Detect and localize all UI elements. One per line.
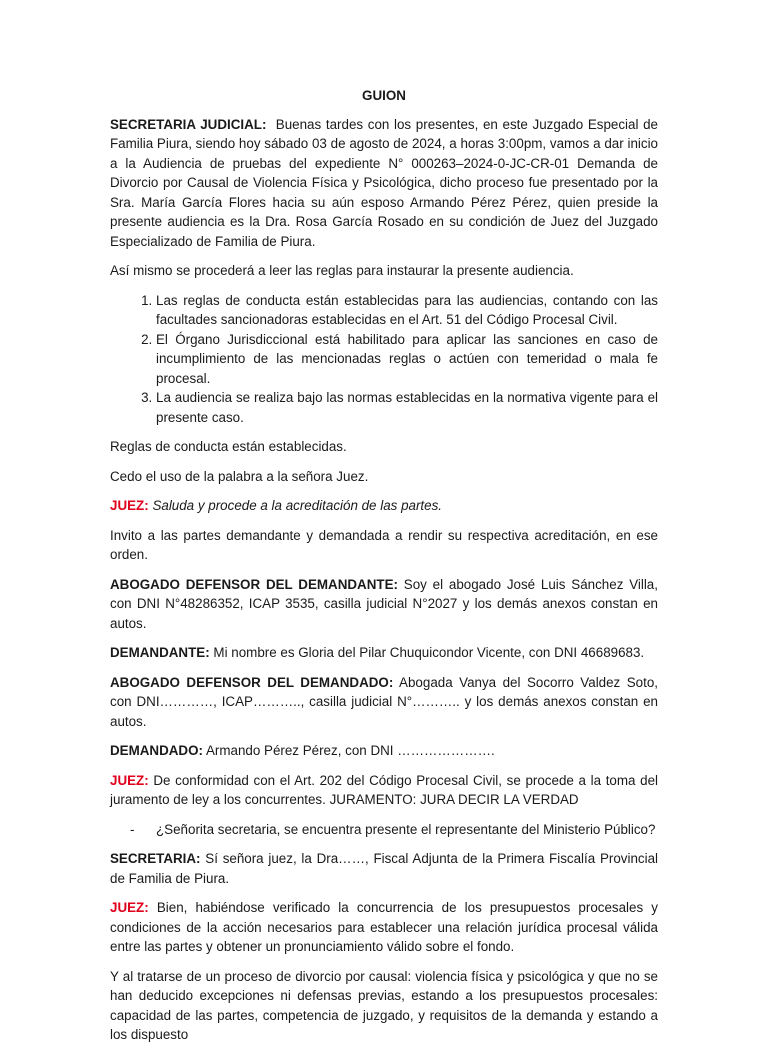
- paragraph-text: Buenas tardes con los presentes, en este Juzgado Especial de Familia Piura, siendo hoy sábado 03 de agosto de 2024, a horas 3:00pm, vamos a dar inicio a la Audiencia de pruebas del expediente N° 000263–2024-0-JC-CR-01 Demanda de Divorcio por Causal de Violencia Física y Psicológica, dicho proceso fue presentado por la Sra. María García Flores hacia su aún esposo Armando Pérez Pérez, quien preside la presente audiencia es la Dra. Rosa García Rosado en su condición de Juez del Juzgado Especializado de Familia de Piura.: [110, 116, 658, 249]
- paragraph-text: De conformidad con el Art. 202 del Código Procesal Civil, se procede a la toma del juramento de ley a los concurrentes. JURAMENTO: JURA DECIR LA VERDAD: [110, 772, 658, 807]
- paragraph-text: Abogada Vanya del Socorro Valdez Soto, con DNI…………, ICAP……….., casilla judicial N°……….. y los demás anexos constan en autos.: [110, 674, 659, 729]
- rules-list: [110, 291, 658, 428]
- stage-direction: Saluda y procede a la acreditación de las partes.: [152, 498, 443, 513]
- paragraph-juez-saluda: [110, 496, 658, 516]
- dash-item-text: ¿Señorita secretaria, se encuentra presente el representante del Ministerio Público?: [156, 821, 656, 837]
- speaker-label: JUEZ:: [110, 900, 149, 915]
- dash-bullet: -: [130, 821, 135, 837]
- paragraph-text: Soy el abogado José Luis Sánchez Villa, con DNI N°48286352, ICAP 3535, casilla judicial N°2027 y los demás anexos constan en autos.: [110, 576, 658, 631]
- paragraph-abogado-demandado: [110, 673, 658, 732]
- paragraph-text: Bien, habiéndose verificado la concurrencia de los presupuestos procesales y condiciones de la acción necesarios para establecer una relación jurídica procesal válida entre las partes y obtener un pronunciamiento válido sobre el fondo.: [110, 900, 658, 954]
- paragraph-juez-juramento: [110, 771, 658, 810]
- paragraph-demandante: [110, 643, 658, 663]
- paragraph-cede-palabra: Cedo el uso de la palabra a la señora Juez.: [110, 468, 369, 484]
- document-title: GUION: [362, 88, 406, 103]
- paragraph-juez-presupuestos: [110, 898, 658, 957]
- rule-item: 2. El Órgano Jurisdiccional está habilitado para aplicar las sanciones en caso de incumplimiento de las mencionadas reglas o actúen con temeridad o mala fe procesal.: [156, 330, 658, 389]
- speaker-label: JUEZ:: [110, 772, 149, 788]
- paragraph-text: Sí señora juez, la Dra……, Fiscal Adjunta de la Primera Fiscalía Provincial de Familia de Piura.: [110, 851, 658, 886]
- paragraph-invite: Invito a las partes demandante y demandada a rendir su respectiva acreditación, en ese orden.: [110, 527, 658, 562]
- speaker-label: JUEZ:: [110, 498, 149, 513]
- paragraph-rules-established: Reglas de conducta están establecidas.: [110, 439, 347, 454]
- speaker-label: SECRETARIA JUDICIAL:: [110, 116, 267, 132]
- paragraph-divorcio-causal: Y al tratarse de un proceso de divorcio por causal: violencia física y psicológica y que no se han deducido excepciones ni defensas previas, estando a los presupuestos procesales: capacidad de las partes, competencia de juzgado, y requisitos de la demanda y estando a los dispuesto: [110, 968, 658, 1042]
- paragraph-abogado-demandante: [110, 575, 658, 634]
- speaker-label: DEMANDADO:: [110, 743, 203, 758]
- rule-item: 1. Las reglas de conducta están establecidas para las audiencias, contando con las facultades sancionadoras establecidas en el Art. 51 del Código Procesal Civil.: [156, 291, 658, 330]
- paragraph-rules-intro: Así mismo se procederá a leer las reglas para instaurar la presente audiencia.: [110, 263, 574, 278]
- speaker-label: DEMANDANTE:: [110, 645, 210, 660]
- speaker-label: ABOGADO DEFENSOR DEL DEMANDADO:: [110, 674, 394, 690]
- paragraph-text: Mi nombre es Gloria del Pilar Chuquicondor Vicente, con DNI 46689683.: [213, 645, 645, 660]
- dash-item: [130, 820, 658, 840]
- speaker-label: ABOGADO DEFENSOR DEL DEMANDANTE:: [110, 576, 398, 592]
- dash-list: [110, 820, 658, 840]
- paragraph-text: Armando Pérez Pérez, con DNI ………………….: [205, 743, 495, 758]
- rule-item: 3. La audiencia se realiza bajo las normas establecidas en la normativa vigente para el presente caso.: [156, 388, 658, 427]
- speaker-label: SECRETARIA:: [110, 851, 201, 866]
- paragraph-secretaria-intro: [110, 115, 658, 252]
- paragraph-secretaria-fiscal: [110, 849, 658, 888]
- paragraph-demandado: [110, 741, 658, 761]
